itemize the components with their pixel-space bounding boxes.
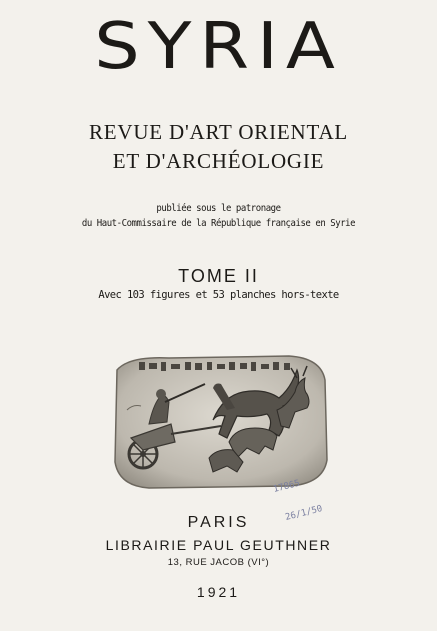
stamp-line2: 26/1/50 [284,504,324,523]
volume-contents: Avec 103 figures et 53 planches hors-texte [98,289,339,301]
journal-subtitle-line2: ET D'ARCHÉOLOGIE [112,149,325,173]
publisher-name: LIBRAIRIE PAUL GEUTHNER [105,537,332,553]
publisher-city: PARIS [187,514,250,531]
journal-title: SYRIA [94,10,343,84]
chariot-relief-illustration [109,350,331,490]
patronage-line2: du Haut-Commissaire de la République française en Syrie [81,218,356,229]
journal-subtitle-line1: REVUE D'ART ORIENTAL [88,120,349,144]
publisher-address: 13, RUE JACOB (VI°) [167,557,270,568]
stamp-line1: 17865 [272,478,302,495]
volume-number: TOME II [178,266,259,286]
publication-year: 1921 [196,584,241,600]
patronage-line1: publiée sous le patronage [156,203,281,214]
